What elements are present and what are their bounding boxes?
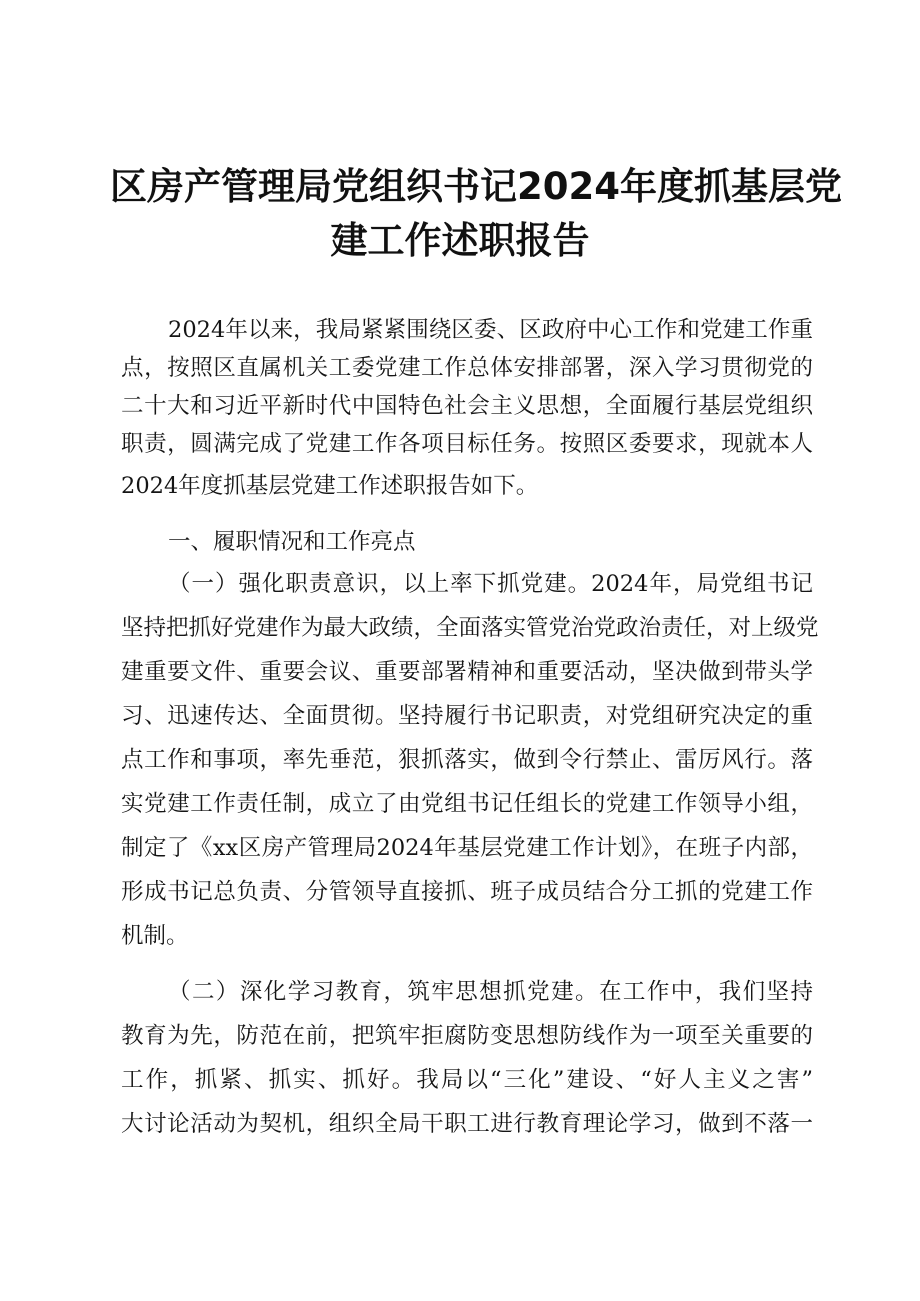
section-heading: 一、履职情况和工作亮点	[168, 529, 416, 555]
document-title-line-2: 建工作述职报告	[330, 219, 590, 262]
paragraph-2-line: （二）深化学习教育，筑牢思想抓党建。在工作中，我们坚持	[168, 979, 813, 1005]
paragraph-1-line: 建重要文件、重要会议、重要部署精神和重要活动，坚决做到带头学	[121, 659, 813, 685]
paragraph-1-line: 机制。	[121, 923, 189, 949]
paragraph-1-line: （一）强化职责意识，以上率下抓党建。2024年，局党组书记	[168, 571, 813, 597]
paragraph-2-line: 教育为先，防范在前，把筑牢拒腐防变思想防线作为一项至关重要的	[121, 1023, 813, 1049]
intro-line: 点，按照区直属机关工委党建工作总体安排部署，深入学习贯彻党的	[121, 355, 813, 381]
paragraph-2-line: 大讨论活动为契机，组织全局干职工进行教育理论学习，做到不落一	[121, 1111, 813, 1137]
paragraph-1-line: 实党建工作责任制，成立了由党组书记任组长的党建工作领导小组，	[121, 791, 813, 817]
paragraph-2-line: 工作，抓紧、抓实、抓好。我局以“三化”建设、“好人主义之害”	[121, 1067, 813, 1093]
intro-line: 职责，圆满完成了党建工作各项目标任务。按照区委要求，现就本人	[121, 431, 813, 457]
document-title-line-1: 区房产管理局党组织书记2024年度抓基层党	[110, 165, 842, 208]
paragraph-1-line: 点工作和事项，率先垂范，狠抓落实，做到令行禁止、雷厉风行。落	[121, 747, 813, 773]
intro-line: 2024年度抓基层党建工作述职报告如下。	[121, 473, 539, 499]
intro-line: 2024年以来，我局紧紧围绕区委、区政府中心工作和党建工作重	[168, 317, 813, 343]
paragraph-1-line: 制定了《xx区房产管理局2024年基层党建工作计划》，在班子内部，	[121, 835, 813, 861]
paragraph-1-line: 习、迅速传达、全面贯彻。坚持履行书记职责，对党组研究决定的重	[121, 703, 813, 729]
paragraph-1-line: 形成书记总负责、分管领导直接抓、班子成员结合分工抓的党建工作	[121, 879, 813, 905]
intro-line: 二十大和习近平新时代中国特色社会主义思想，全面履行基层党组织	[121, 393, 813, 419]
paragraph-1-line: 坚持把抓好党建作为最大政绩，全面落实管党治党政治责任，对上级党	[121, 615, 819, 641]
